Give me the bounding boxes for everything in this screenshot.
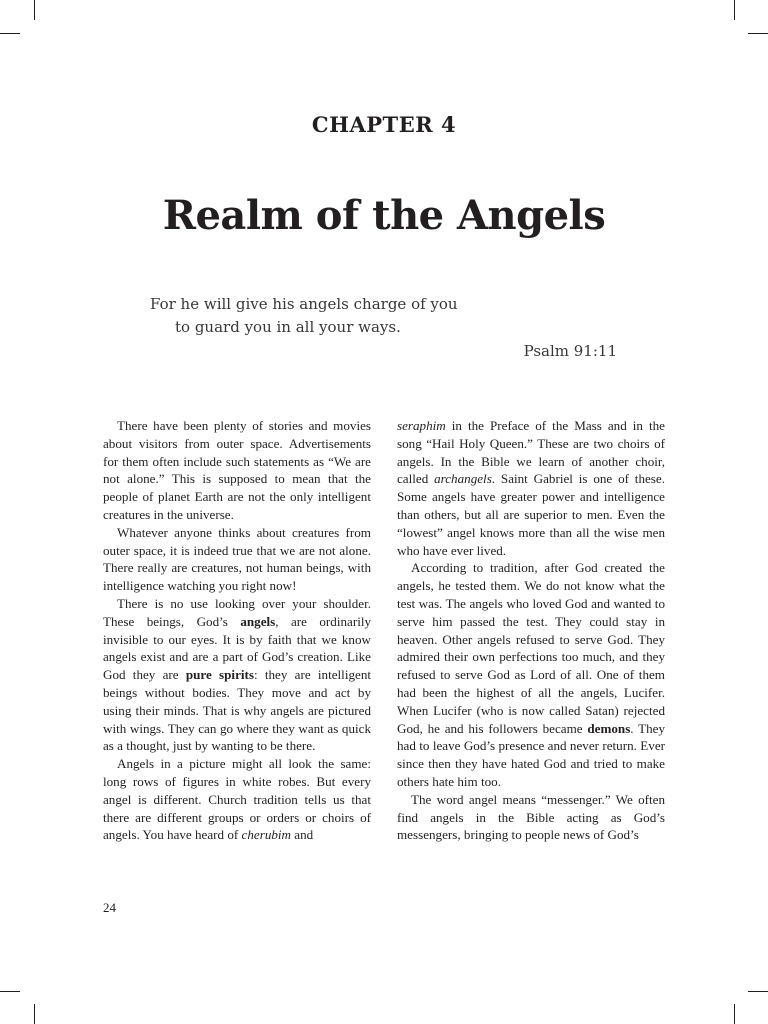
bold-term: demons xyxy=(587,720,631,736)
chapter-title: Realm of the Angels xyxy=(162,192,606,239)
crop-mark xyxy=(0,991,20,992)
text-run: There is no use looking over your shoulder. These beings, God’s xyxy=(103,595,371,629)
body-column-right xyxy=(397,417,665,844)
text-run: Angels in a picture might all look the same: long rows of figures in white robes. But every angel is different. Church tradition tells us that there are different groups or orders or choirs of angels. You have heard of xyxy=(103,756,371,843)
crop-mark xyxy=(34,1004,35,1024)
text-run: : they are intelligent beings without bodies. They move and act by using their minds. That is why angels are pictured with wings. They can go where they want as quick as a thought, just by wanting to be there. xyxy=(103,667,372,754)
paragraph xyxy=(397,417,665,559)
text-run: in the Preface of the Mass and in the song “Hail Holy Queen.” These are two choirs of angels. In the Bible we learn of another choir, called xyxy=(397,418,665,487)
chapter-label: CHAPTER 4 xyxy=(311,112,457,137)
italic-term: archangels xyxy=(434,471,492,487)
epigraph-line: For he will give his angels charge of you xyxy=(150,295,458,313)
epigraph-line: to guard you in all your ways. xyxy=(175,318,401,336)
text-run: and xyxy=(291,827,314,843)
paragraph: There have been plenty of stories and movies about visitors from outer space. Advertisements for them often include such statements as “We are not alone.” This is supposed to mean that the people of planet Earth are not the only intelligent creatures in the universe. xyxy=(103,418,371,522)
body-column-left xyxy=(103,417,371,844)
paragraph xyxy=(397,559,665,790)
italic-term: seraphim xyxy=(397,418,446,433)
crop-mark xyxy=(0,33,20,34)
paragraph: The word angel means “messenger.” We often find angels in the Bible acting as God’s messengers, bringing to people news of God’s xyxy=(397,791,665,843)
paragraph: Whatever anyone thinks about creatures from outer space, it is indeed true that we are not alone. There really are creatures, not human beings, with intelligence watching you right now! xyxy=(103,524,371,594)
italic-term: cherubim xyxy=(241,827,292,843)
bold-term: pure spirits xyxy=(185,667,254,683)
text-run: . They had to leave God’s presence and never return. Ever since then they have hated God and tried to make others hate him too. xyxy=(397,720,665,789)
paragraph xyxy=(103,595,371,755)
page-number: 24 xyxy=(103,900,116,915)
crop-mark xyxy=(734,0,735,20)
epigraph-citation: Psalm 91:11 xyxy=(523,342,617,360)
crop-mark xyxy=(748,991,768,992)
text-run: . Saint Gabriel is one of these. Some angels have greater power and intelligence than others, but all are superior to men. Even the “lowest” angel knows more than all the wise men who have ever lived. xyxy=(397,471,665,558)
crop-mark xyxy=(748,33,768,34)
text-run: According to tradition, after God created the angels, he tested them. We do not know what the test was. The angels who loved God and wanted to serve him passed the test. They could stay in heaven. Other angels refused to serve God. They admired their own perfections too much, and they refused to serve God as Lord of all. One of them had been the highest of all the angels, Lucifer. When Lucifer (who is now called Satan) rejected God, he and his followers became xyxy=(397,560,665,736)
paragraph xyxy=(103,755,371,844)
text-run: , are ordinarily invisible to our eyes. It is by faith that we know angels exist and are a part of God’s creation. Like God they are xyxy=(103,613,372,683)
crop-mark xyxy=(34,0,35,20)
crop-mark xyxy=(734,1004,735,1024)
bold-term: angels xyxy=(240,613,276,629)
